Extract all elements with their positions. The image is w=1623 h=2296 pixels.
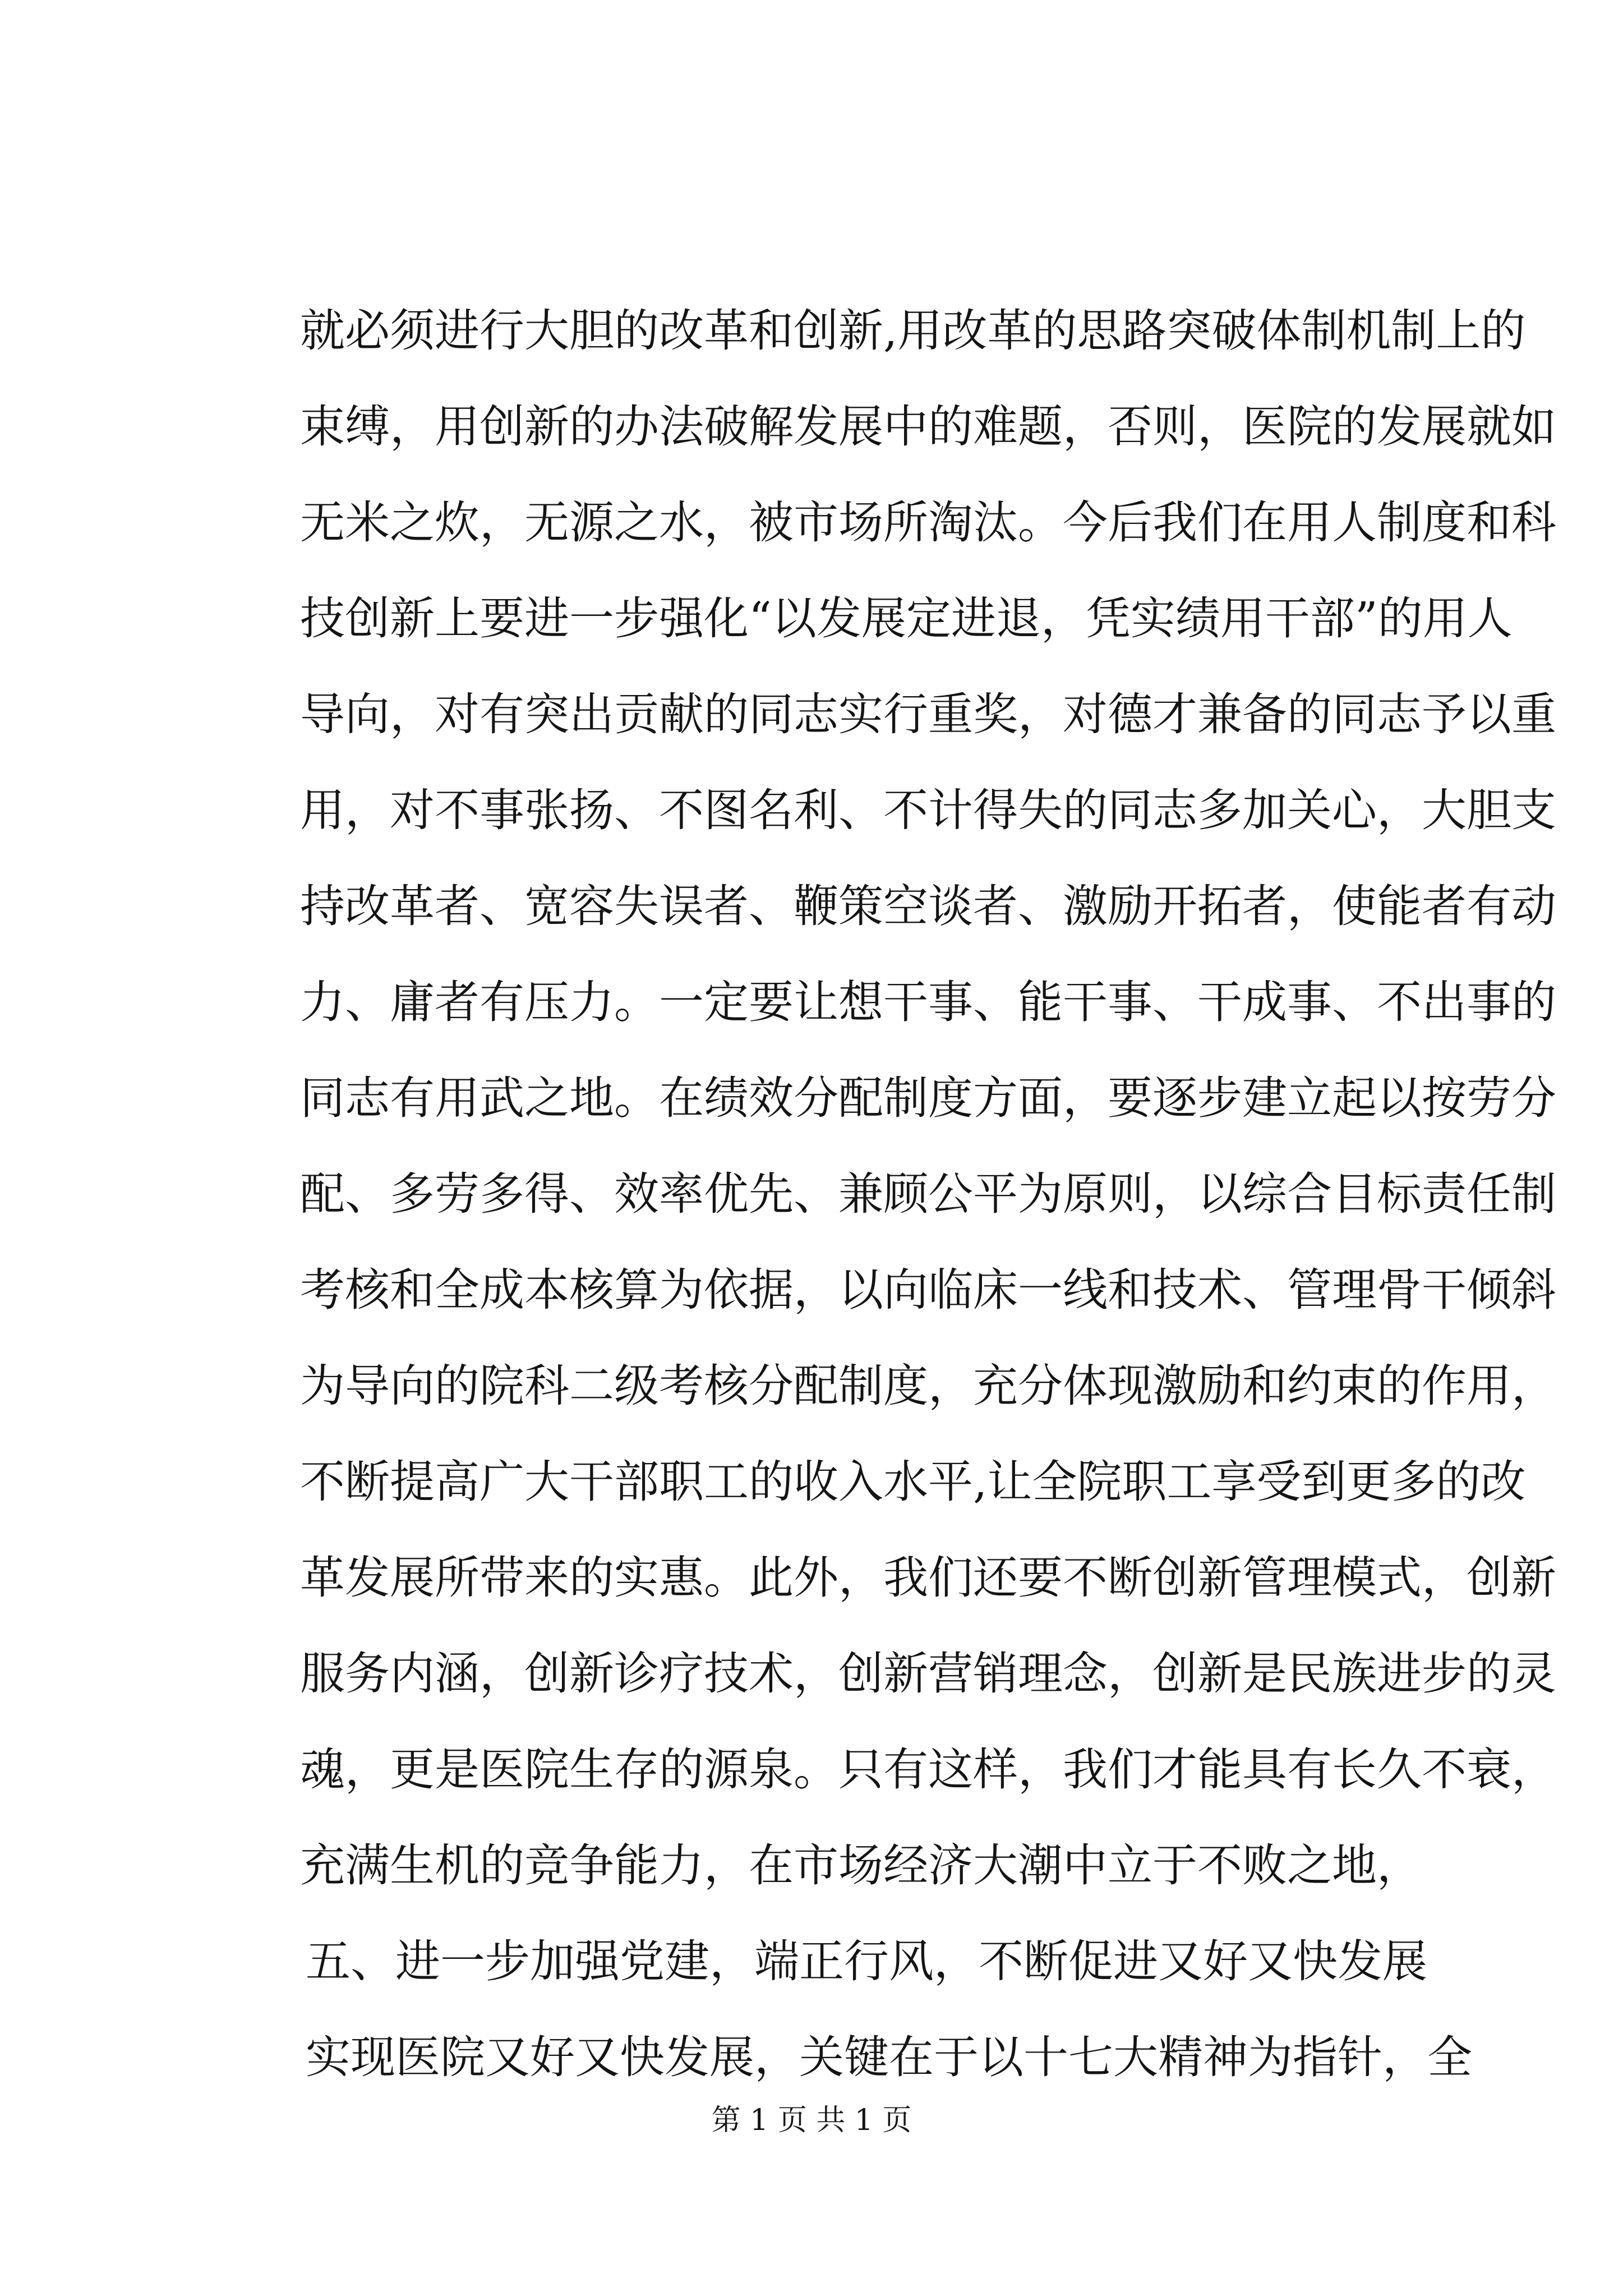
body-text-line: 不断提高广大干部职工的收入水平,让全院职工享受到更多的改 <box>300 1456 1526 1508</box>
body-text-line: 服务内涵，创新诊疗技术，创新营销理念，创新是民族进步的灵 <box>300 1648 1556 1700</box>
body-text-line: 配、多劳多得、效率优先、兼顾公平为原则，以综合目标责任制 <box>300 1168 1556 1220</box>
body-text-line: 同志有用武之地。在绩效分配制度方面，要逐步建立起以按劳分 <box>300 1072 1556 1124</box>
body-text-line: 束缚，用创新的办法破解发展中的难题，否则，医院的发展就如 <box>300 401 1556 453</box>
body-text-line: 革发展所带来的实惠。此外，我们还要不断创新管理模式，创新 <box>300 1552 1556 1604</box>
body-text-line: 持改革者、宽容失误者、鞭策空谈者、激励开拓者，使能者有动 <box>300 880 1556 932</box>
page-footer: 第 1 页 共 1 页 <box>711 2104 912 2137</box>
body-text-line: 为导向的院科二级考核分配制度，充分体现激励和约束的作用， <box>300 1360 1556 1412</box>
body-text-line: 充满生机的竞争能力，在市场经济大潮中立于不败之地， <box>300 1839 1422 1892</box>
body-text-line: 用，对不事张扬、不图名利、不计得失的同志多加关心，大胆支 <box>300 784 1556 836</box>
body-text-line: 技创新上要进一步强化“以发展定进退，凭实绩用干部”的用人 <box>300 592 1513 645</box>
body-text-line: 力、庸者有压力。一定要让想干事、能干事、干成事、不出事的 <box>300 976 1556 1028</box>
section-heading: 五、进一步加强党建，端正行风，不断促进又好又快发展 <box>306 1935 1427 1987</box>
body-text-line: 实现医院又好又快发展，关键在于以十七大精神为指针，全 <box>306 2031 1472 2083</box>
body-text-line: 考核和全成本核算为依据，以向临床一线和技术、管理骨干倾斜 <box>300 1264 1556 1316</box>
body-text-line: 无米之炊，无源之水，被市场所淘汰。今后我们在用人制度和科 <box>300 496 1556 549</box>
body-text-line: 导向，对有突出贡献的同志实行重奖，对德才兼备的同志予以重 <box>300 688 1556 740</box>
body-text-line: 就必须进行大胆的改革和创新,用改革的思路突破体制机制上的 <box>300 305 1526 357</box>
body-text-line: 魂，更是医院生存的源泉。只有这样，我们才能具有长久不衰， <box>300 1743 1556 1796</box>
